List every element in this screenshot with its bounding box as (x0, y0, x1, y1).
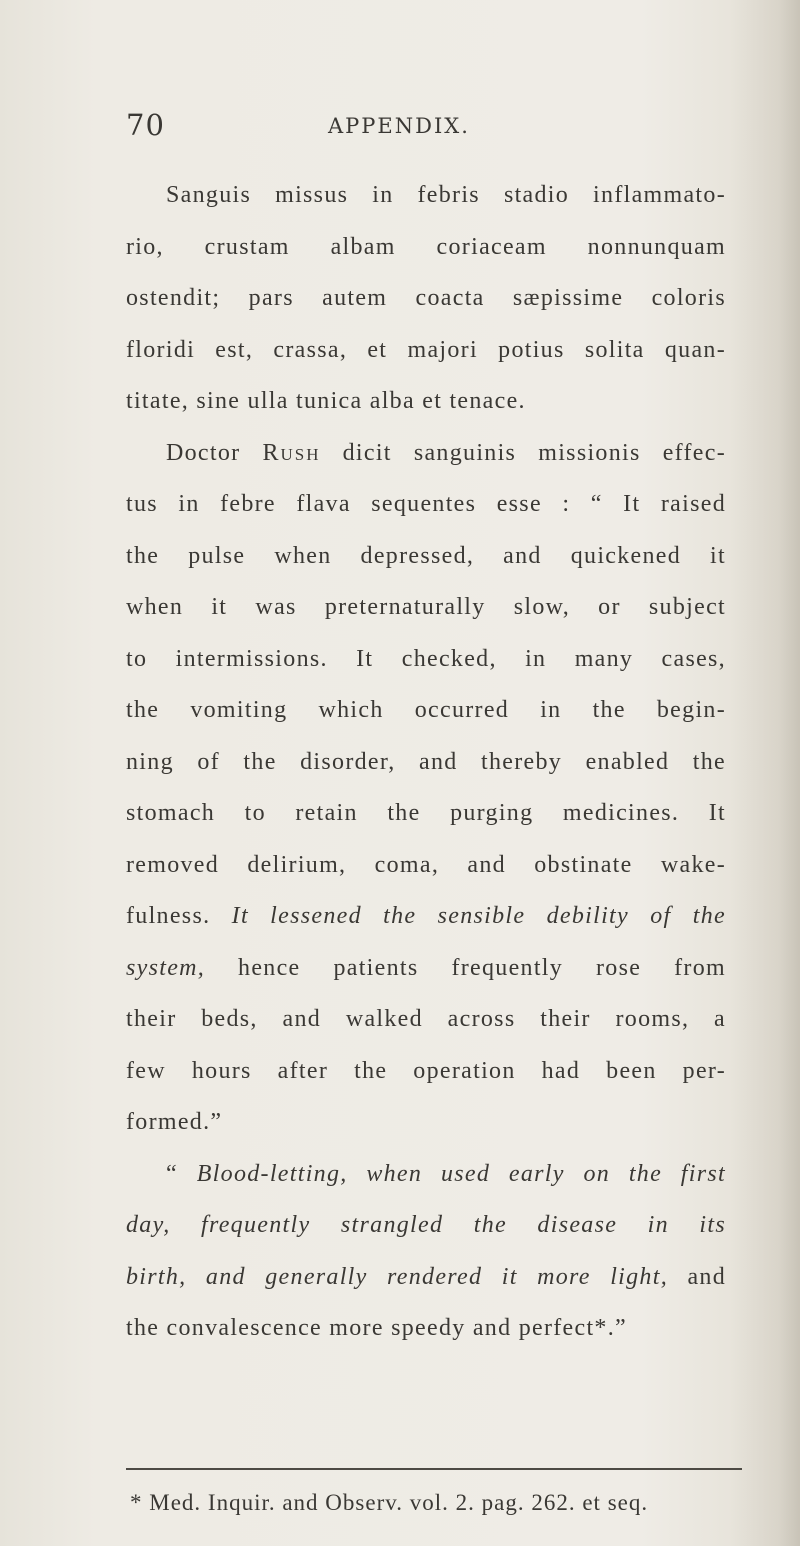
text-line: the convalescence more speedy and perfect*.” (126, 1315, 627, 1341)
text-line: day, frequently strangled the disease in its (126, 1212, 726, 1238)
footnote-rule (126, 1468, 742, 1470)
text-line: floridi est, crassa, et majori potius solita quan- (126, 336, 726, 363)
page-number: 70 (126, 108, 165, 142)
italic-segment: system, (126, 954, 206, 981)
text-line: removed delirium, coma, and obstinate wake- (126, 851, 726, 878)
text-segment: Doctor (166, 439, 263, 466)
italic-segment: It lessened the sensible debility of the (231, 903, 726, 929)
page-edge-shadow (730, 0, 800, 1546)
text-line: titate, sine ulla tunica alba et tenace. (126, 388, 526, 414)
text-line: tus in febre flava sequentes esse : “ It raised (126, 491, 726, 517)
text-line: stomach to retain the purging medicines. It (126, 800, 726, 826)
text-line (126, 891, 726, 943)
text-line (126, 943, 726, 995)
text-segment: dicit sanguinis missionis effec- (320, 439, 726, 466)
author-name: Rush (262, 439, 321, 466)
text-segment: “ (166, 1160, 197, 1187)
text-line: the vomiting which occurred in the begin- (126, 697, 726, 723)
text-segment: hence patients frequently rose from (205, 954, 726, 981)
italic-segment: birth, and generally rendered it more light, (126, 1263, 668, 1290)
text-line: the pulse when depressed, and quickened it (126, 542, 726, 569)
text-line: ning of the disorder, and thereby enabled the (126, 748, 726, 775)
text-line (126, 1149, 726, 1201)
italic-segment: Blood-letting, when used early on the first (196, 1160, 726, 1187)
text-segment: fulness. (126, 903, 232, 929)
running-head: APPENDIX. (328, 114, 470, 138)
body-text (126, 170, 726, 1355)
text-line: ostendit; pars autem coacta sæpissime coloris (126, 285, 726, 311)
text-line (126, 1252, 726, 1304)
text-segment: and (668, 1263, 726, 1290)
text-line: Sanguis missus in febris stadio inflammato- (166, 182, 726, 208)
footnote: * Med. Inquir. and Observ. vol. 2. pag. 262. et seq. (130, 1490, 649, 1515)
page-header (126, 108, 726, 148)
text-line: to intermissions. It checked, in many cases, (126, 645, 726, 672)
text-line: formed.” (126, 1109, 223, 1135)
text-line (126, 428, 726, 480)
text-line: rio, crustam albam coriaceam nonnunquam (126, 233, 726, 260)
text-line: their beds, and walked across their rooms, a (126, 1006, 726, 1032)
text-line: few hours after the operation had been per- (126, 1057, 726, 1084)
text-line: when it was preternaturally slow, or subject (126, 594, 726, 620)
